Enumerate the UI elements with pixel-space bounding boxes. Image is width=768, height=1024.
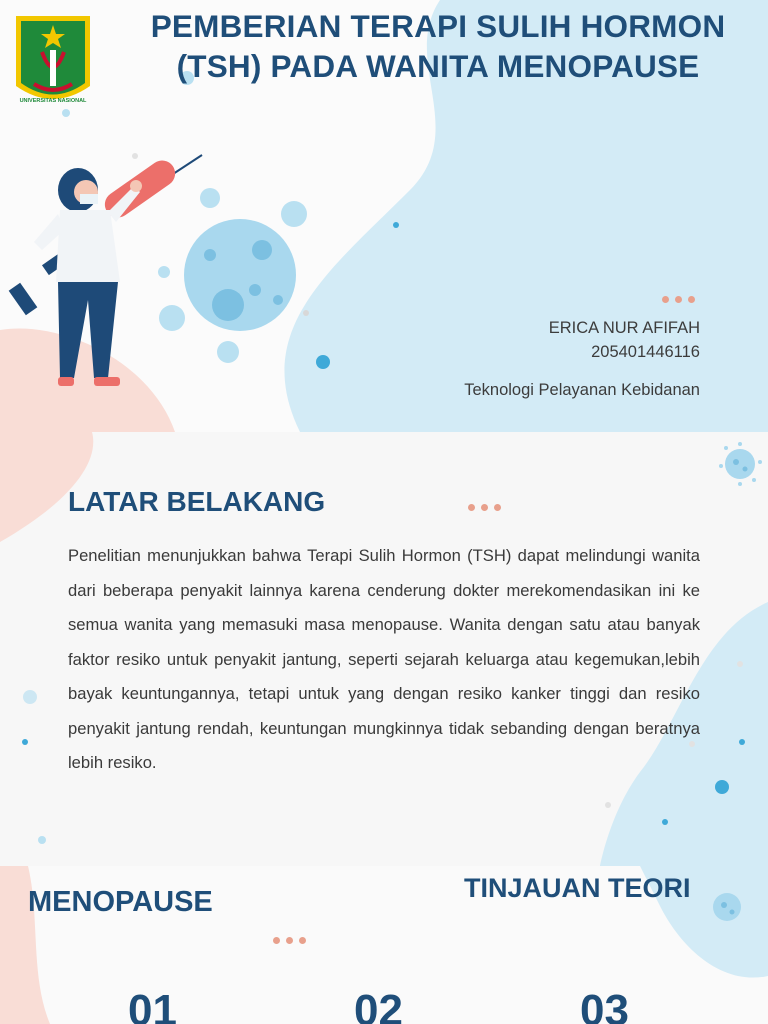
- svg-text:UNIVERSITAS NASIONAL: UNIVERSITAS NASIONAL: [19, 98, 87, 104]
- section-number-02: 02: [354, 986, 403, 1024]
- title-line-2: (TSH) PADA WANITA MENOPAUSE: [176, 48, 700, 84]
- virus-illustration: [184, 219, 296, 331]
- title-line-1: PEMBERIAN TERAPI SULIH HORMON: [150, 8, 726, 44]
- study-program: Teknologi Pelayanan Kebidanan: [464, 381, 700, 399]
- decorative-dots: [273, 937, 309, 945]
- section-number-03: 03: [580, 986, 629, 1024]
- author-block: [464, 316, 700, 402]
- slide-title: [108, 6, 768, 86]
- section-body-text: Penelitian menunjukkan bahwa Terapi Sulih Hormon (TSH) dapat melindungi wanita dari beberapa penyakit lainnya karena cenderung dokter merekomendasikan ini ke semua wanita yang memasuki masa menopause. Wanita dengan satu atau banyak faktor resiko untuk penyakit jantung, seperti sejarah keluarga atau kegemukan,lebih bayak keuntungannya, tetapi untuk yang dengan resiko kanker tinggi dan resiko penyakit jantung rendah, keuntungan mungkinnya tidak sebanding dengan beratnya lebih resiko.: [68, 546, 700, 772]
- menopause-heading: MENOPAUSE: [28, 886, 213, 918]
- author-name: ERICA NUR AFIFAH: [548, 319, 700, 337]
- virus-icon: [719, 442, 762, 486]
- virus-icon: [713, 893, 741, 921]
- tinjauan-teori-heading: TINJAUAN TEORI: [464, 873, 691, 903]
- title-slide: [0, 0, 768, 432]
- section-number-01: 01: [128, 986, 177, 1024]
- author-id: 205401446116: [591, 343, 700, 361]
- section-title: LATAR BELAKANG: [68, 486, 326, 517]
- decorative-dots: [662, 296, 698, 304]
- decorative-dots: [468, 504, 504, 512]
- university-logo: [12, 12, 94, 116]
